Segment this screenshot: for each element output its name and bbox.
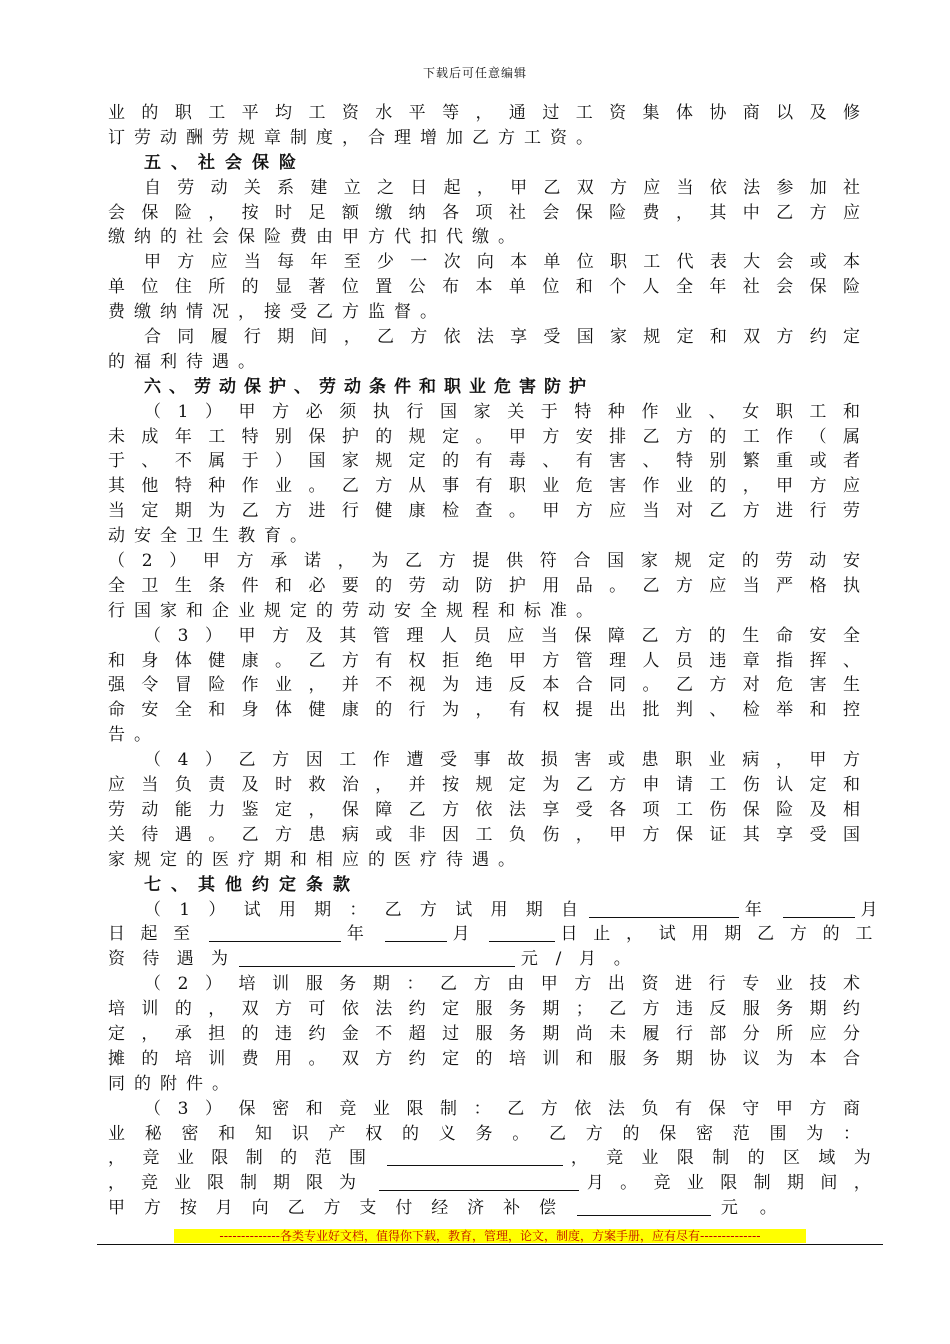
body-line: 缴纳的社会保险费由甲方代扣代缴。 <box>108 227 524 248</box>
body-line: （3）保密和竞业限制：乙方依法负有保守甲方商 <box>144 1098 860 1119</box>
section-heading-6: 六、劳动保护、劳动条件和职业危害防护 <box>144 376 594 397</box>
body-line: 单位住所的显著位置公布本单位和个人全年社会保险 <box>108 277 860 298</box>
body-line: 业秘密和知识产权的义务。乙方的保密范围为： <box>108 1123 860 1144</box>
body-line: 行国家和企业规定的劳动安全规程和标准。 <box>108 600 602 621</box>
body-line: 当定期为乙方进行健康检查。甲方应当对乙方进行劳 <box>108 501 860 522</box>
probation-line-1 <box>108 898 878 923</box>
section-heading-7: 七、其他约定条款 <box>144 874 360 895</box>
body-line: 劳动能力鉴定，保障乙方依法享受各项工伤保险及相 <box>108 799 860 820</box>
body-line: 的福利待遇。 <box>108 351 264 372</box>
noncompete-text: ，竞业限制期限为 <box>108 1173 356 1194</box>
body-line: （4）乙方因工作遭受事故损害或患职业病，甲方 <box>144 750 860 771</box>
body-line: 未成年工特别保护的规定。甲方安排乙方的工作（属 <box>108 426 860 447</box>
body-line: 自劳动关系建立之日起，甲乙双方应当依法参加社 <box>144 177 860 198</box>
body-line: 合同履行期间，乙方依法享受国家规定和双方约定 <box>144 327 860 348</box>
body-line: 于、不属于）国家规定的有毒、有害、特别繁重或者 <box>108 451 860 472</box>
noncompete-line-2 <box>108 1171 871 1196</box>
noncompete-text: 甲方按月向乙方支付经济补偿 <box>108 1198 556 1219</box>
body-line: 告。 <box>108 725 160 746</box>
body-line: 其他特种作业。乙方从事有职业危害作业的，甲方应 <box>108 476 860 497</box>
section-heading-5: 五、社会保险 <box>144 152 306 173</box>
noncompete-line-1 <box>108 1146 871 1171</box>
noncompete-line-3 <box>108 1196 860 1221</box>
footer-divider <box>97 1244 883 1245</box>
probation-end-year-blank[interactable] <box>209 924 341 942</box>
body-line: 家规定的医疗期和相应的医疗待遇。 <box>108 849 524 870</box>
probation-text: 日止，试用期乙方的工 <box>560 924 873 945</box>
probation-text: 日起至 <box>108 924 190 945</box>
probation-end-day-blank[interactable] <box>489 924 555 942</box>
document-body <box>108 101 878 1221</box>
probation-start-month-blank[interactable] <box>783 900 855 918</box>
body-line: 和身体健康。乙方有权拒绝甲方管理人员违章指挥、 <box>108 650 860 671</box>
body-line: 强令冒险作业，并不视为违反本合同。乙方对危害生 <box>108 675 860 696</box>
body-line: 应当负责及时救治，并按规定为乙方申请工伤认定和 <box>108 775 860 796</box>
body-line: 关待遇。乙方患病或非因工负伤，甲方保证其享受国 <box>108 824 860 845</box>
body-line: 同的附件。 <box>108 1073 238 1094</box>
probation-end-month-blank[interactable] <box>385 924 447 942</box>
body-line: （2）甲方承诺，为乙方提供符合国家规定的劳动安 <box>108 551 860 572</box>
probation-text: （1）试用期：乙方试用期自 <box>144 899 578 920</box>
probation-salary-blank[interactable] <box>239 949 515 967</box>
probation-text: 月 <box>860 899 878 920</box>
body-line: （3）甲方及其管理人员应当保障乙方的生命安全 <box>144 625 860 646</box>
body-line: 业的职工平均工资水平等，通过工资集体协商以及修 <box>108 103 860 123</box>
noncompete-period-blank[interactable] <box>379 1173 579 1191</box>
noncompete-scope-blank[interactable] <box>387 1148 563 1166</box>
body-line: 会保险，按时足额缴纳各项社会保险费，其中乙方应 <box>108 202 860 223</box>
body-line: （2）培训服务期：乙方由甲方出资进行专业技术 <box>144 974 860 995</box>
body-line: 全卫生条件和必要的劳动防护用品。乙方应当严格执 <box>108 575 860 596</box>
probation-text: 年 <box>744 899 762 920</box>
probation-text: 年 <box>346 924 364 945</box>
body-line: 摊的培训费用。双方约定的培训和服务期协议为本合 <box>108 1048 860 1069</box>
body-line: 动安全卫生教育。 <box>108 526 316 547</box>
body-line: 命安全和身体健康的行为，有权提出批判、检举和控 <box>108 700 860 721</box>
noncompete-text: ，竞业限制的范围 <box>108 1148 366 1169</box>
body-line: 费缴纳情况，接受乙方监督。 <box>108 302 446 323</box>
body-line: 培训的，双方可依法约定服务期；乙方违反服务期约 <box>108 999 860 1020</box>
body-line: 订劳动酬劳规章制度，合理增加乙方工资。 <box>108 127 602 148</box>
probation-text: 月 <box>452 924 470 945</box>
noncompete-text: ，竞业限制的区域为 <box>570 1148 871 1169</box>
probation-line-2 <box>108 922 873 947</box>
body-line: 甲方应当每年至少一次向本单位职工代表大会或本 <box>144 252 860 273</box>
probation-text: 资待遇为 <box>108 949 228 970</box>
probation-line-3 <box>108 947 860 972</box>
body-line: 定，承担的违约金不超过服务期尚未履行部分所应分 <box>108 1023 860 1044</box>
noncompete-text: 月。竞业限制期间， <box>586 1173 871 1194</box>
probation-text: 元/月。 <box>520 949 631 970</box>
body-line: （1）甲方必须执行国家关于特种作业、女职工和 <box>144 401 860 422</box>
noncompete-compensation-blank[interactable] <box>577 1198 711 1216</box>
noncompete-text: 元。 <box>720 1198 777 1219</box>
probation-start-year-blank[interactable] <box>589 900 739 918</box>
page-header: 下载后可任意编辑 <box>422 66 527 80</box>
footer-banner: --------------各类专业好文档，值得你下载，教育，管理，论文，制度，方案手册，应有尽有-------------- <box>174 1229 806 1243</box>
